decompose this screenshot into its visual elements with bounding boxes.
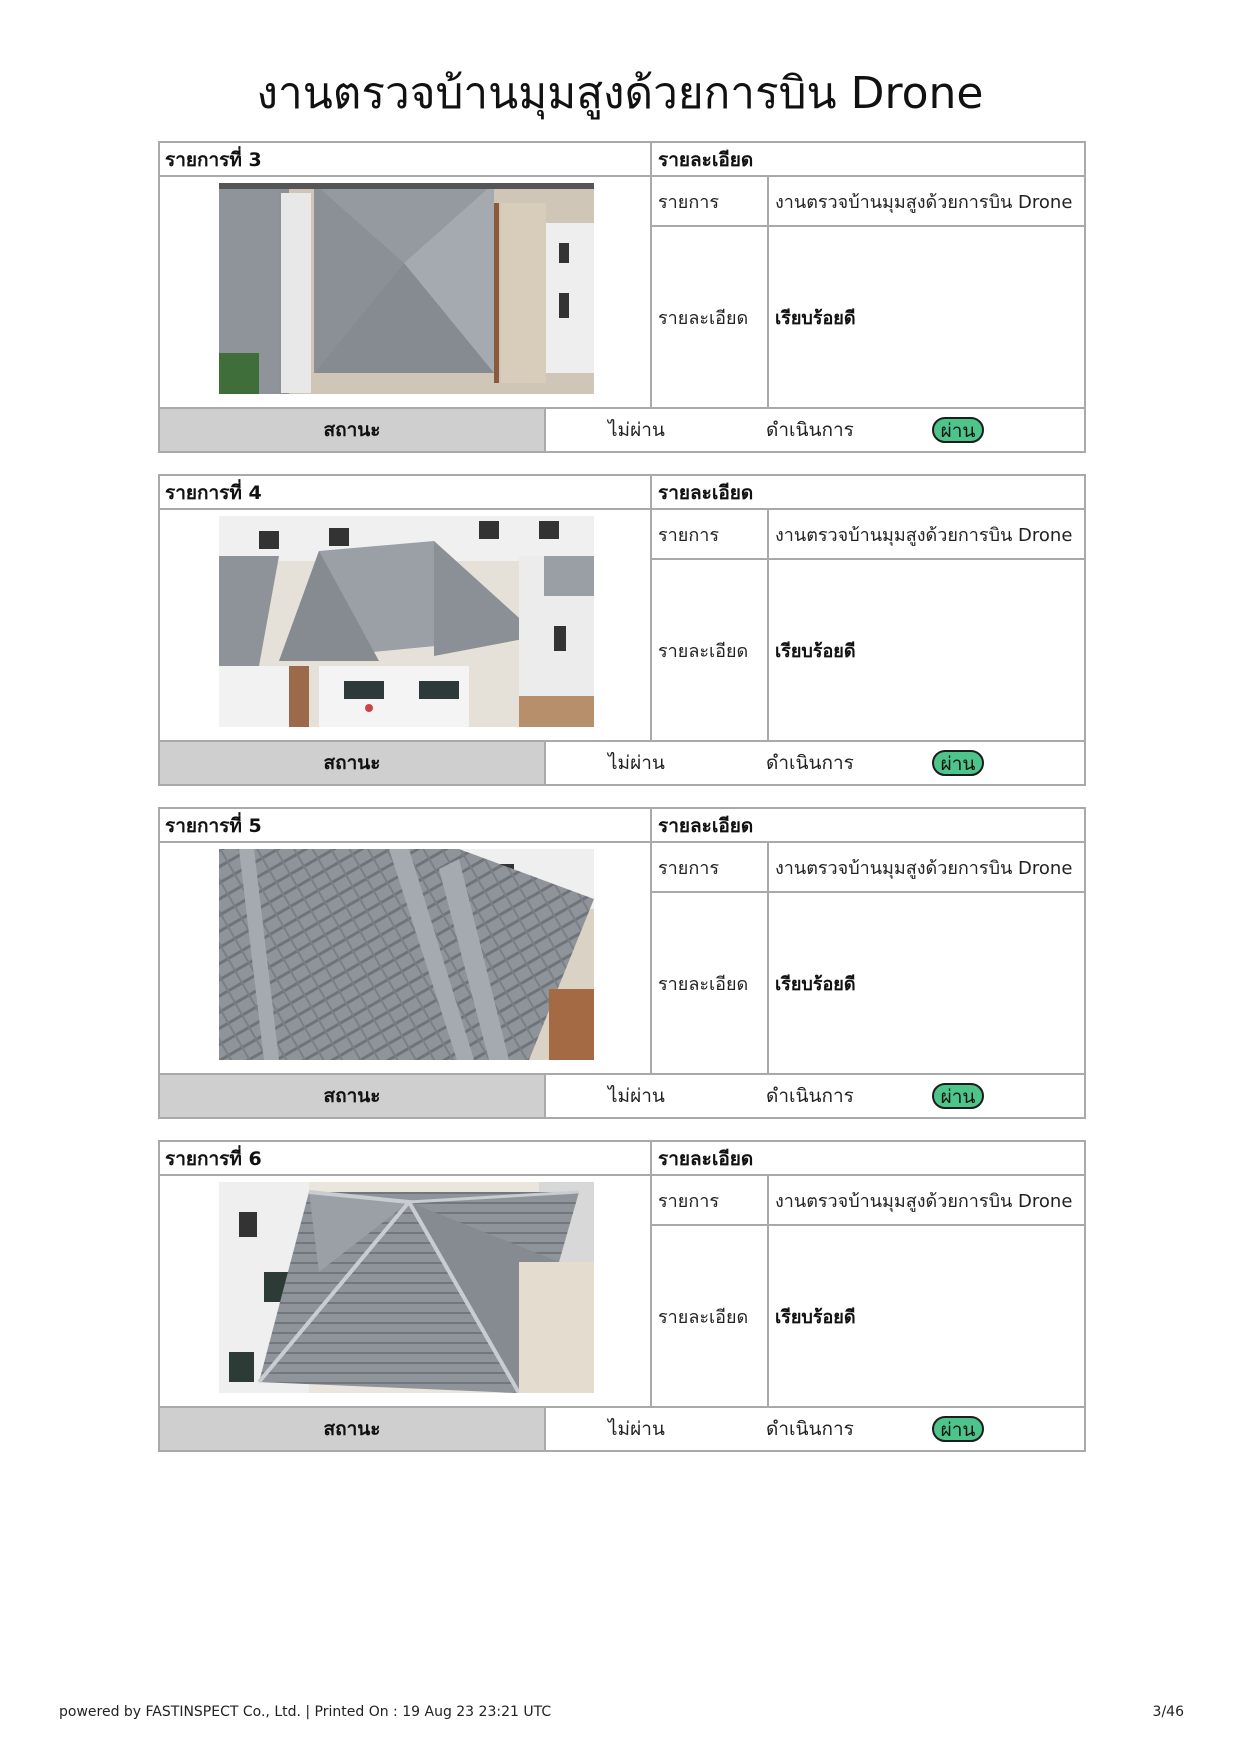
row-value-details: เรียบร้อยดี	[775, 1306, 856, 1328]
details-header: รายละเอียด	[652, 143, 1084, 177]
status-option-fail[interactable]: ไม่ผ่าน	[608, 1085, 665, 1107]
row-label-item: รายการ	[652, 177, 769, 227]
status-label: สถานะ	[160, 742, 546, 784]
row-label-item: รายการ	[652, 1176, 769, 1226]
inspection-item-3	[158, 141, 1086, 453]
row-value-details: เรียบร้อยดี	[775, 307, 856, 329]
photo-cell	[160, 177, 652, 407]
status-option-pass-selected[interactable]: ผ่าน	[932, 1416, 984, 1442]
item-header: รายการที่ 3	[160, 143, 652, 177]
status-option-fail[interactable]: ไม่ผ่าน	[608, 752, 665, 774]
row-label-details: รายละเอียด	[652, 560, 769, 740]
item-header: รายการที่ 5	[160, 809, 652, 843]
item-header: รายการที่ 6	[160, 1142, 652, 1176]
inspection-item-6	[158, 1140, 1086, 1452]
row-value-details: เรียบร้อยดี	[775, 640, 856, 662]
status-label: สถานะ	[160, 1408, 546, 1450]
item-header: รายการที่ 4	[160, 476, 652, 510]
photo-cell	[160, 510, 652, 740]
row-label-details: รายละเอียด	[652, 227, 769, 407]
status-option-pass-selected[interactable]: ผ่าน	[932, 1083, 984, 1109]
status-option-in-progress[interactable]: ดำเนินการ	[766, 752, 854, 774]
status-bar	[160, 1073, 1084, 1117]
status-bar	[160, 407, 1084, 451]
row-label-details: รายละเอียด	[652, 1226, 769, 1406]
photo-cell	[160, 1176, 652, 1406]
status-bar	[160, 1406, 1084, 1450]
drone-photo-roof[interactable]	[219, 183, 594, 394]
page-title: งานตรวจบ้านมุมสูงด้วยการบิน Drone	[256, 68, 984, 119]
row-value-item: งานตรวจบ้านมุมสูงด้วยการบิน Drone	[769, 510, 1084, 560]
footer-printed-info: powered by FASTINSPECT Co., Ltd. | Printed On : 19 Aug 23 23:21 UTC	[59, 1704, 552, 1720]
details-header: รายละเอียด	[652, 809, 1084, 843]
status-option-in-progress[interactable]: ดำเนินการ	[766, 1418, 854, 1440]
details-header: รายละเอียด	[652, 1142, 1084, 1176]
inspection-item-5	[158, 807, 1086, 1119]
photo-cell	[160, 843, 652, 1073]
drone-photo-roof[interactable]	[219, 1182, 594, 1393]
status-option-pass-selected[interactable]: ผ่าน	[932, 417, 984, 443]
inspection-item-4	[158, 474, 1086, 786]
row-value-item: งานตรวจบ้านมุมสูงด้วยการบิน Drone	[769, 177, 1084, 227]
row-label-item: รายการ	[652, 510, 769, 560]
status-label: สถานะ	[160, 1075, 546, 1117]
status-label: สถานะ	[160, 409, 546, 451]
row-value-item: งานตรวจบ้านมุมสูงด้วยการบิน Drone	[769, 1176, 1084, 1226]
status-option-in-progress[interactable]: ดำเนินการ	[766, 419, 854, 441]
status-option-in-progress[interactable]: ดำเนินการ	[766, 1085, 854, 1107]
drone-photo-roof[interactable]	[219, 516, 594, 727]
status-bar	[160, 740, 1084, 784]
drone-photo-roof-tiles[interactable]	[219, 849, 594, 1060]
row-label-item: รายการ	[652, 843, 769, 893]
status-option-pass-selected[interactable]: ผ่าน	[932, 750, 984, 776]
status-option-fail[interactable]: ไม่ผ่าน	[608, 419, 665, 441]
row-label-details: รายละเอียด	[652, 893, 769, 1073]
status-option-fail[interactable]: ไม่ผ่าน	[608, 1418, 665, 1440]
details-header: รายละเอียด	[652, 476, 1084, 510]
page-number: 3/46	[1152, 1704, 1184, 1720]
row-value-details: เรียบร้อยดี	[775, 973, 856, 995]
row-value-item: งานตรวจบ้านมุมสูงด้วยการบิน Drone	[769, 843, 1084, 893]
